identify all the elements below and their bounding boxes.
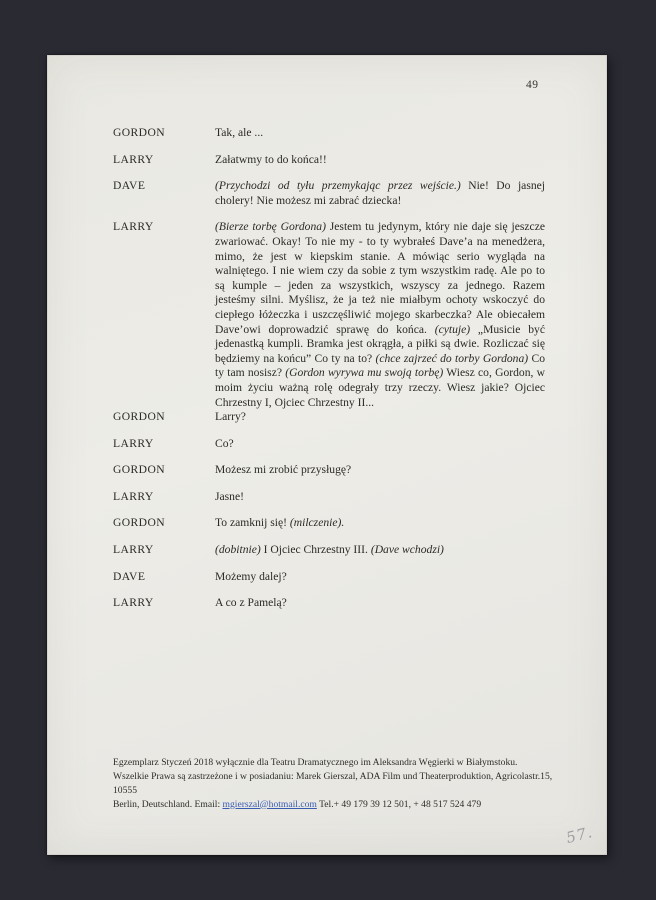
stage-direction: (cytuje) [434,322,471,336]
speaker-name: LARRY [113,436,154,450]
speaker-name: LARRY [113,152,154,166]
text-segment: Wszelkie Prawa są zastrzeżone i w posiadaniu: Marek Gierszal, ADA Film und Theaterproduktion, Agricolastr.15, 10555 [113,770,553,796]
dialogue-row [113,410,545,425]
speaker-name: GORDON [113,463,165,477]
dialogue-text [215,220,545,410]
dialogue-row [113,126,545,141]
text-segment: Egzemplarz Styczeń 2018 wyłącznie dla Teatru Dramatycznego im Aleksandra Węgierki w Białymstoku. [113,757,518,768]
text-segment: Nie! Do jasnej cholery! Nie możesz mi zabrać dziecka! [215,179,545,207]
text-segment: „Musicie być jedenastką kumpli. Bramka jest okrągła, a piłki są dwie. Rozliczać się będziemy na końcu” Co ty na to? [215,322,545,365]
text-segment: Możemy dalej? [215,569,287,583]
text-segment: A co z Pamelą? [215,596,287,610]
dialogue-text [215,126,545,141]
text-segment: Jestem tu jedynym, który nie daje się jeszcze zwariować. Okay! To nie my - to ty wybrałeś Dave’a na menedżera, mimo, że jest w kiepskim stanie. A mówiąc serio wygląda na walniętego. I nie wiem czy da sobie z tym wszystkim radę. Ale po to są kumple – jeden za wszystkich, wszyscy za jednego. Razem jesteśmy silni. Myślisz, że ja też nie miałbym ochoty wskoczyć do ciepłego łóżeczka i uszczęśliwić mojego skarbeczka? Ale obiecałem Dave’owi doprowadzić sprawę do końca. [215,220,545,336]
speaker-name: DAVE [113,179,146,193]
dialogue-text [215,179,545,208]
text-segment: I Ojciec Chrzestny III. [260,543,371,557]
dialogue-row [113,220,545,410]
text-segment: Wiesz co, Gordon, w moim życiu ważną rolę odegrały trzy rzeczy. Wiesz jakie? Ojciec Chrzestny I, Ojciec Chrzestny II... [215,366,545,409]
dialogue-text [215,437,545,452]
text-segment: Tel.+ 49 179 39 12 501, + 48 517 524 479 [316,798,482,810]
speaker-name: LARRY [113,543,154,557]
dialogue-row [113,516,545,531]
text-segment: Larry? [215,410,246,424]
dialogue-list [113,126,545,611]
speaker-name: LARRY [113,220,154,234]
dialogue-row [113,596,545,611]
dialogue-text [215,410,545,425]
text-segment: Jasne! [215,489,244,503]
dialogue-row [113,570,545,585]
text-segment: Co? [215,436,234,450]
dialogue-row [113,463,545,478]
copyright-footer [113,756,553,812]
speaker-name: LARRY [113,596,154,610]
script-page [47,55,607,855]
speaker-name: GORDON [113,126,165,139]
dialogue-text [215,153,545,168]
dialogue-text [215,570,545,585]
dialogue-row [113,543,545,558]
text-segment: Co ty tam nosisz? [215,351,545,380]
text-segment: To zamknij się! [215,516,290,530]
dialogue-row [113,490,545,505]
stage-direction: (Dave wchodzi) [370,543,444,557]
speaker-name: GORDON [113,516,165,530]
text-segment: Berlin, Deutschland. Email: [113,798,223,810]
speaker-name: LARRY [113,489,154,503]
dialogue-row [113,437,545,452]
footer-line [113,770,553,798]
dialogue-text [215,463,545,478]
stage-direction: (Bierze torbę Gordona) [215,220,326,234]
dialogue-text [215,543,545,558]
text-segment: Możesz mi zrobić przysługę? [215,463,352,477]
text-segment: Załatwmy to do końca!! [215,152,327,166]
text-segment: Tak, ale ... [215,126,264,139]
dialogue-text [215,516,545,531]
dialogue-text [215,596,545,611]
stage-direction: (Gordon wyrywa mu swoją torbę) [285,366,444,380]
speaker-name: GORDON [113,410,165,424]
footer-line [113,798,553,812]
dialogue-text [215,490,545,505]
dialogue-row [113,179,545,208]
stage-direction: (dobitnie) [215,543,261,557]
stage-direction: (Przychodzi od tyłu przemykając przez wejście.) [215,179,461,193]
footer-line [113,756,553,770]
handwritten-page-note: 57. [564,823,595,847]
stage-direction: (chce zajrzeć do torby Gordona) [375,351,529,365]
email-link[interactable]: mgierszal@hotmail.com [222,798,317,810]
speaker-name: DAVE [113,569,146,583]
page-number: 49 [526,79,539,91]
dialogue-row [113,153,545,168]
stage-direction: (milczenie). [289,516,345,530]
